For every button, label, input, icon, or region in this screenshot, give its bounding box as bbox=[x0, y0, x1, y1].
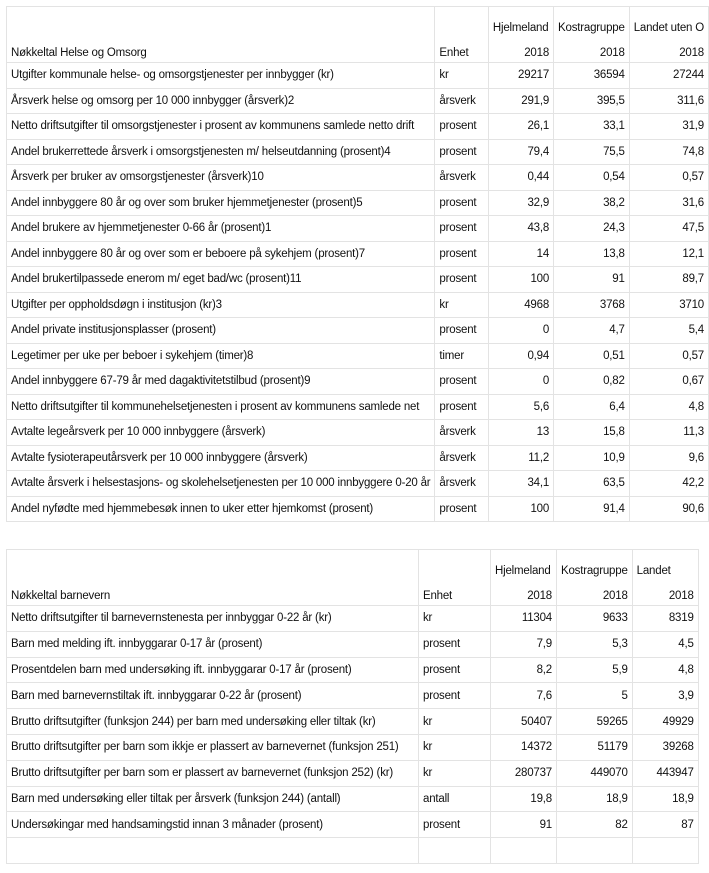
year-cell: 2018 bbox=[491, 577, 557, 606]
unit-header: Enhet bbox=[419, 577, 491, 606]
row-label: Årsverk per bruker av omsorgstjenester (årsverk)10 bbox=[7, 165, 435, 191]
value-cell: 33,1 bbox=[554, 114, 630, 140]
value-cell: 7,9 bbox=[491, 631, 557, 657]
value-cell: 0,82 bbox=[554, 369, 630, 395]
row-unit: årsverk bbox=[435, 471, 488, 497]
value-cell: 449070 bbox=[557, 760, 633, 786]
value-cell: 3768 bbox=[554, 292, 630, 318]
row-label: Barn med barnevernstiltak ift. innbyggarar 0-22 år (prosent) bbox=[7, 683, 419, 709]
row-label: Netto driftsutgifter til omsorgstjenester i prosent av kommunens samlede netto drift bbox=[7, 114, 435, 140]
col-header-landet: Landet uten O bbox=[629, 7, 708, 35]
col-header-kostragruppe: Kostragruppe bbox=[554, 7, 630, 35]
value-cell: 4,7 bbox=[554, 318, 630, 344]
table-row bbox=[7, 88, 709, 114]
value-cell: 0,44 bbox=[488, 165, 553, 191]
table-row bbox=[7, 657, 699, 683]
value-cell: 4,5 bbox=[632, 631, 698, 657]
year-cell: 2018 bbox=[629, 34, 708, 63]
value-cell: 0 bbox=[488, 369, 553, 395]
value-cell: 31,9 bbox=[629, 114, 708, 140]
value-cell: 0,67 bbox=[629, 369, 708, 395]
table-row bbox=[7, 420, 709, 446]
row-label: Legetimer per uke per beboer i sykehjem (timer)8 bbox=[7, 343, 435, 369]
value-cell: 0,94 bbox=[488, 343, 553, 369]
row-label: Andel brukere av hjemmetjenester 0-66 år (prosent)1 bbox=[7, 216, 435, 242]
table-row bbox=[7, 114, 709, 140]
value-cell: 9,6 bbox=[629, 445, 708, 471]
header-row bbox=[7, 7, 709, 35]
row-label: Avtalte legeårsverk per 10 000 innbyggere (årsverk) bbox=[7, 420, 435, 446]
year-cell: 2018 bbox=[554, 34, 630, 63]
value-cell: 13,8 bbox=[554, 241, 630, 267]
value-cell: 42,2 bbox=[629, 471, 708, 497]
value-cell: 311,6 bbox=[629, 88, 708, 114]
row-unit: årsverk bbox=[435, 88, 488, 114]
value-cell: 4968 bbox=[488, 292, 553, 318]
table-row bbox=[7, 190, 709, 216]
value-cell: 18,9 bbox=[557, 786, 633, 812]
value-cell: 27244 bbox=[629, 63, 708, 89]
value-cell: 280737 bbox=[491, 760, 557, 786]
table-row bbox=[7, 343, 709, 369]
value-cell: 12,1 bbox=[629, 241, 708, 267]
value-cell: 5,9 bbox=[557, 657, 633, 683]
table-row bbox=[7, 267, 709, 293]
row-unit: prosent bbox=[435, 496, 488, 522]
table-row bbox=[7, 734, 699, 760]
row-label: Andel private institusjonsplasser (prosent) bbox=[7, 318, 435, 344]
row-label: Netto driftsutgifter til barnevernstenesta per innbyggar 0-22 år (kr) bbox=[7, 606, 419, 632]
value-cell: 6,4 bbox=[554, 394, 630, 420]
value-cell: 29217 bbox=[488, 63, 553, 89]
row-unit: årsverk bbox=[435, 445, 488, 471]
value-cell: 38,2 bbox=[554, 190, 630, 216]
value-cell: 100 bbox=[488, 267, 553, 293]
value-cell: 0,57 bbox=[629, 165, 708, 191]
value-cell: 443947 bbox=[632, 760, 698, 786]
value-cell: 5,6 bbox=[488, 394, 553, 420]
value-cell: 31,6 bbox=[629, 190, 708, 216]
table-row bbox=[7, 241, 709, 267]
row-unit: prosent bbox=[435, 241, 488, 267]
table-row bbox=[7, 496, 709, 522]
value-cell: 8,2 bbox=[491, 657, 557, 683]
year-cell: 2018 bbox=[557, 577, 633, 606]
table-title: Nøkkeltal Helse og Omsorg bbox=[7, 34, 435, 63]
value-cell: 59265 bbox=[557, 709, 633, 735]
row-unit: antall bbox=[419, 786, 491, 812]
table-row bbox=[7, 292, 709, 318]
value-cell: 90,6 bbox=[629, 496, 708, 522]
table-row bbox=[7, 139, 709, 165]
value-cell: 34,1 bbox=[488, 471, 553, 497]
value-cell: 11,3 bbox=[629, 420, 708, 446]
value-cell: 87 bbox=[632, 812, 698, 838]
row-unit: kr bbox=[419, 734, 491, 760]
value-cell: 0,51 bbox=[554, 343, 630, 369]
row-unit: kr bbox=[419, 709, 491, 735]
barnevern-table bbox=[6, 549, 699, 864]
col-header-hjelmeland: Hjelmeland bbox=[491, 550, 557, 578]
row-label: Andel brukertilpassede enerom m/ eget bad/wc (prosent)11 bbox=[7, 267, 435, 293]
table-row bbox=[7, 394, 709, 420]
value-cell: 3,9 bbox=[632, 683, 698, 709]
table-row bbox=[7, 812, 699, 838]
table-row bbox=[7, 631, 699, 657]
value-cell: 63,5 bbox=[554, 471, 630, 497]
row-unit: prosent bbox=[435, 139, 488, 165]
col-header-hjelmeland: Hjelmeland bbox=[488, 7, 553, 35]
unit-header: Enhet bbox=[435, 34, 488, 63]
row-unit: prosent bbox=[435, 114, 488, 140]
value-cell: 75,5 bbox=[554, 139, 630, 165]
value-cell: 9633 bbox=[557, 606, 633, 632]
value-cell: 5,4 bbox=[629, 318, 708, 344]
row-label: Brutto driftsutgifter per barn som ikkje er plassert av barnevernet (funksjon 251) bbox=[7, 734, 419, 760]
row-unit: prosent bbox=[435, 369, 488, 395]
empty-row bbox=[7, 838, 699, 864]
row-label: Brutto driftsutgifter per barn som er plassert av barnevernet (funksjon 252) (kr) bbox=[7, 760, 419, 786]
table-row bbox=[7, 165, 709, 191]
row-label: Prosentdelen barn med undersøking ift. innbyggarar 0-17 år (prosent) bbox=[7, 657, 419, 683]
row-unit: prosent bbox=[435, 267, 488, 293]
value-cell: 13 bbox=[488, 420, 553, 446]
value-cell: 0,54 bbox=[554, 165, 630, 191]
table-row bbox=[7, 786, 699, 812]
row-unit: prosent bbox=[419, 657, 491, 683]
value-cell: 91,4 bbox=[554, 496, 630, 522]
table-row bbox=[7, 318, 709, 344]
value-cell: 0,57 bbox=[629, 343, 708, 369]
table-row bbox=[7, 606, 699, 632]
value-cell: 91 bbox=[491, 812, 557, 838]
row-label: Brutto driftsutgifter (funksjon 244) per barn med undersøking eller tiltak (kr) bbox=[7, 709, 419, 735]
table-row bbox=[7, 63, 709, 89]
row-unit: prosent bbox=[435, 216, 488, 242]
value-cell: 11304 bbox=[491, 606, 557, 632]
row-unit: prosent bbox=[419, 631, 491, 657]
row-unit: kr bbox=[419, 606, 491, 632]
row-label: Andel innbyggere 80 år og over som bruker hjemmetjenester (prosent)5 bbox=[7, 190, 435, 216]
value-cell: 26,1 bbox=[488, 114, 553, 140]
col-header-landet: Landet bbox=[632, 550, 698, 578]
table-row bbox=[7, 216, 709, 242]
row-unit: prosent bbox=[435, 394, 488, 420]
row-unit: prosent bbox=[435, 190, 488, 216]
value-cell: 36594 bbox=[554, 63, 630, 89]
value-cell: 8319 bbox=[632, 606, 698, 632]
value-cell: 5,3 bbox=[557, 631, 633, 657]
value-cell: 32,9 bbox=[488, 190, 553, 216]
value-cell: 0 bbox=[488, 318, 553, 344]
value-cell: 395,5 bbox=[554, 88, 630, 114]
row-label: Andel innbyggere 67-79 år med dagaktivitetstilbud (prosent)9 bbox=[7, 369, 435, 395]
row-unit: timer bbox=[435, 343, 488, 369]
year-cell: 2018 bbox=[488, 34, 553, 63]
value-cell: 79,4 bbox=[488, 139, 553, 165]
value-cell: 4,8 bbox=[629, 394, 708, 420]
header-row bbox=[7, 550, 699, 578]
value-cell: 49929 bbox=[632, 709, 698, 735]
table-row bbox=[7, 471, 709, 497]
value-cell: 5 bbox=[557, 683, 633, 709]
value-cell: 3710 bbox=[629, 292, 708, 318]
row-unit: kr bbox=[419, 760, 491, 786]
row-unit: kr bbox=[435, 63, 488, 89]
value-cell: 14 bbox=[488, 241, 553, 267]
value-cell: 91 bbox=[554, 267, 630, 293]
row-unit: prosent bbox=[435, 318, 488, 344]
table-row bbox=[7, 445, 709, 471]
value-cell: 82 bbox=[557, 812, 633, 838]
row-label: Årsverk helse og omsorg per 10 000 innbygger (årsverk)2 bbox=[7, 88, 435, 114]
header-row bbox=[7, 34, 709, 63]
row-unit: kr bbox=[435, 292, 488, 318]
value-cell: 100 bbox=[488, 496, 553, 522]
value-cell: 74,8 bbox=[629, 139, 708, 165]
value-cell: 7,6 bbox=[491, 683, 557, 709]
value-cell: 11,2 bbox=[488, 445, 553, 471]
row-unit: prosent bbox=[419, 683, 491, 709]
col-header-kostragruppe: Kostragruppe bbox=[557, 550, 633, 578]
value-cell: 18,9 bbox=[632, 786, 698, 812]
value-cell: 51179 bbox=[557, 734, 633, 760]
row-label: Netto driftsutgifter til kommunehelsetjenesten i prosent av kommunens samlede net bbox=[7, 394, 435, 420]
row-label: Andel brukerrettede årsverk i omsorgstjenesten m/ helseutdanning (prosent)4 bbox=[7, 139, 435, 165]
row-label: Andel innbyggere 80 år og over som er beboere på sykehjem (prosent)7 bbox=[7, 241, 435, 267]
table-row bbox=[7, 683, 699, 709]
helse-omsorg-table bbox=[6, 6, 709, 522]
table-row bbox=[7, 369, 709, 395]
value-cell: 14372 bbox=[491, 734, 557, 760]
row-unit: årsverk bbox=[435, 420, 488, 446]
row-unit: prosent bbox=[419, 812, 491, 838]
table-title: Nøkkeltal barnevern bbox=[7, 577, 419, 606]
value-cell: 24,3 bbox=[554, 216, 630, 242]
value-cell: 4,8 bbox=[632, 657, 698, 683]
row-label: Utgifter per oppholdsdøgn i institusjon (kr)3 bbox=[7, 292, 435, 318]
value-cell: 89,7 bbox=[629, 267, 708, 293]
year-cell: 2018 bbox=[632, 577, 698, 606]
row-unit: årsverk bbox=[435, 165, 488, 191]
value-cell: 19,8 bbox=[491, 786, 557, 812]
row-label: Undersøkingar med handsamingstid innan 3 månader (prosent) bbox=[7, 812, 419, 838]
row-label: Andel nyfødte med hjemmebesøk innen to uker etter hjemkomst (prosent) bbox=[7, 496, 435, 522]
row-label: Avtalte fysioterapeutårsverk per 10 000 innbyggere (årsverk) bbox=[7, 445, 435, 471]
value-cell: 50407 bbox=[491, 709, 557, 735]
row-label: Utgifter kommunale helse- og omsorgstjenester per innbygger (kr) bbox=[7, 63, 435, 89]
value-cell: 291,9 bbox=[488, 88, 553, 114]
value-cell: 10,9 bbox=[554, 445, 630, 471]
row-label: Barn med melding ift. innbyggarar 0-17 år (prosent) bbox=[7, 631, 419, 657]
value-cell: 47,5 bbox=[629, 216, 708, 242]
value-cell: 43,8 bbox=[488, 216, 553, 242]
value-cell: 39268 bbox=[632, 734, 698, 760]
row-label: Barn med undersøking eller tiltak per årsverk (funksjon 244) (antall) bbox=[7, 786, 419, 812]
header-row bbox=[7, 577, 699, 606]
table-row bbox=[7, 760, 699, 786]
row-label: Avtalte årsverk i helsestasjons- og skolehelsetjenesten per 10 000 innbyggere 0-20 år bbox=[7, 471, 435, 497]
table-row bbox=[7, 709, 699, 735]
value-cell: 15,8 bbox=[554, 420, 630, 446]
